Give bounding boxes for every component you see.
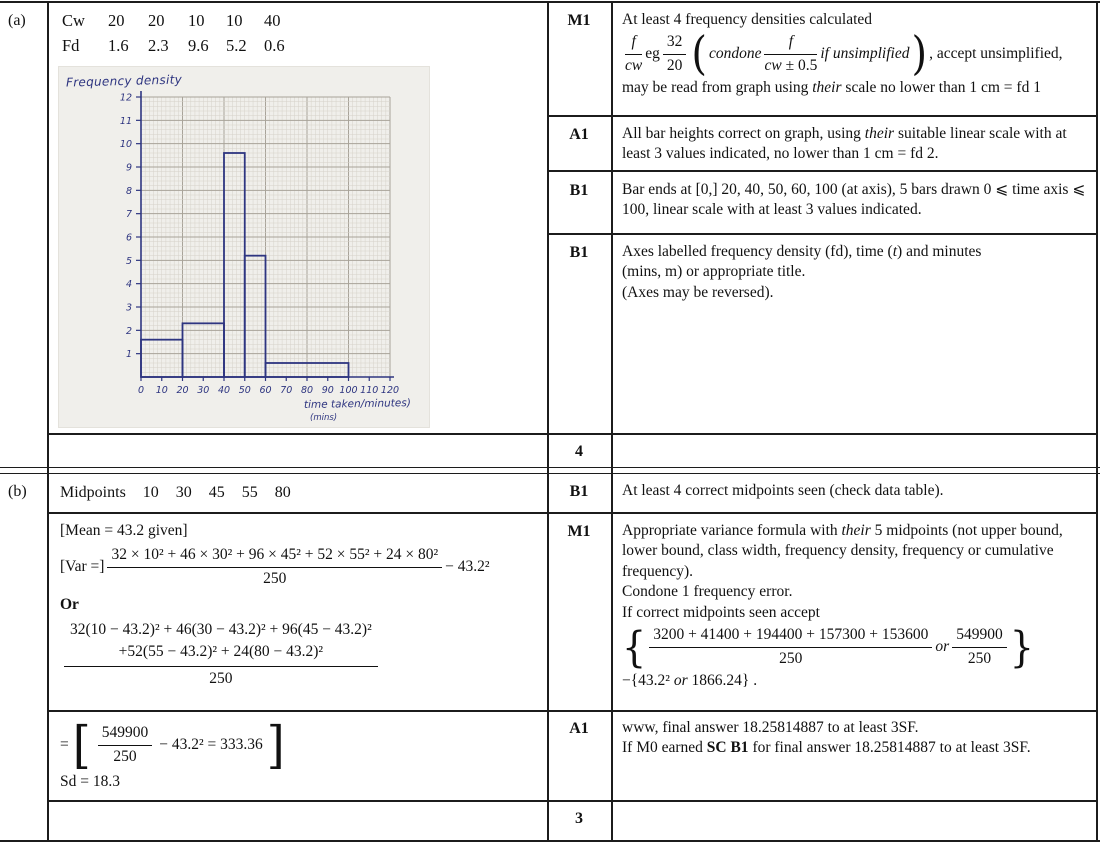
criteria-b-b1: At least 4 correct midpoints seen (check data table). [622,482,944,499]
border-right [1096,1,1098,841]
var-tail: − 43.2² [445,558,490,576]
open-bracket: [ [72,715,91,775]
mark-code-b1: B1 [569,244,589,261]
mean-given: [Mean = 43.2 given] [60,522,188,539]
criteria-line: (Axes may be reversed). [622,283,774,301]
cw-fd-table [62,10,302,57]
criteria-line: (mins, m) or appropriate title. [622,263,806,281]
midpoint-value: 30 [175,484,192,501]
svg-text:time taken/minutes): time taken/minutes) [303,397,411,411]
border-label-col [47,1,49,841]
criteria-a-b1-bars: Bar ends at [0,] 20, 40, 50, 60, 100 (at axis), 5 bars drawn 0 ⩽ time axis ⩽ 100, linear scale with at least 3 values indicated. [622,181,1086,219]
mark-code-m1: M1 [567,12,591,29]
svg-text:(mins): (mins) [310,413,338,423]
fraction: $\frac{f}{cw \pm 0.5}$ [764,32,817,76]
histogram-photo [58,66,430,428]
fraction-den: cw ± 0.5 [764,56,818,74]
fraction: $\frac{549900}{250}$ [98,723,153,767]
svg-text:11: 11 [119,115,132,127]
total-marks-a: 4 [575,443,583,460]
criteria-line: If M0 earned SC B1 for final answer 18.25814887 to at least 3SF. [622,739,1031,757]
svg-text:70: 70 [280,385,293,396]
border-result-total [47,800,1098,802]
m1-formula [622,27,1092,81]
criteria-line: −{43.2² or 1866.24} . [622,672,758,690]
if-unsimplified-label: if unsimplified [820,45,910,63]
open-brace: { [622,623,647,672]
close-bracket: ] [266,715,285,775]
criteria-line: Axes labelled frequency density (fd), time (t) and minutes [622,243,982,260]
criteria-line: , accept unsimplified, [929,45,1063,63]
eg-label: eg [645,45,660,63]
variance-formula-2: 32(10 − 43.2)² + 46(30 − 43.2)² + 96(45 − 43.2)² +52(55 − 43.2)² + 24(80 − 43.2)² 250 [64,620,378,689]
criteria-line: Appropriate variance formula with their 5 midpoints (not upper bound, lower bound, class width, frequency density, frequency or cumulative frequency). [622,522,1063,580]
midpoint-value: 10 [142,484,159,501]
svg-text:5: 5 [125,255,132,267]
border-b1-b1 [547,233,1098,235]
svg-text:6: 6 [125,232,132,244]
variance-result [60,715,285,775]
svg-text:40: 40 [217,385,231,396]
criteria-line: www, final answer 18.25814887 to at least 3SF. [622,719,919,736]
cw-value: 10 [188,11,205,30]
svg-text:12: 12 [119,92,132,104]
svg-text:120: 120 [380,385,400,396]
mark-code-m1: M1 [567,523,591,540]
svg-text:10: 10 [119,139,132,151]
svg-text:10: 10 [155,385,168,396]
cw-value: 20 [108,11,125,30]
fd-value: 1.6 [108,35,129,55]
svg-text:8: 8 [125,185,132,197]
border-criteria-col [611,1,613,841]
midpoint-value: 55 [241,484,258,501]
total-marks-b: 3 [575,810,583,827]
border-total-a [47,433,1098,435]
variance-working [60,521,540,689]
midpoint-value: 80 [274,484,291,501]
fd-value: 0.6 [264,35,285,55]
border-m1-a1 [547,115,1098,117]
equals-sign: = [60,735,69,753]
or-label: Or [60,596,79,614]
border-a1-b1 [547,170,1098,172]
fd-row-label: Fd [62,35,80,55]
criteria-b-a1 [622,718,1092,759]
border-bottom [0,840,1100,842]
midpoints-row [60,482,291,503]
chart-y-axis-label: Frequency density [65,72,183,90]
close-paren: ) [911,27,928,81]
svg-text:20: 20 [176,385,189,396]
fd-value: 2.3 [148,35,169,55]
svg-text:80: 80 [300,385,314,396]
criteria-a-a1: All bar heights correct on graph, using their suitable linear scale with at least 3 values indicated, no lower than 1 cm = fd 2. [622,125,1067,163]
criteria-line: If correct midpoints seen accept [622,603,820,621]
svg-text:4: 4 [125,279,132,291]
mark-code-a1: A1 [569,126,589,143]
svg-text:100: 100 [339,385,358,396]
border-section-divider [0,467,1100,474]
fd-value: 9.6 [188,35,209,55]
border-top [0,1,1100,3]
midpoints-label: Midpoints [60,484,126,501]
histogram-chart [58,66,430,428]
svg-text:110: 110 [360,385,379,396]
cw-row-label: Cw [62,11,85,30]
criteria-b-m1 [622,521,1092,692]
criteria-a-m1 [622,10,1092,99]
fd-value: 5.2 [226,35,247,55]
cw-value: 20 [148,11,165,30]
or-italic: or [935,637,950,655]
var-label: [Var =] [60,558,105,576]
svg-text:1: 1 [125,349,132,361]
midpoint-value: 45 [208,484,225,501]
m1-accept-formula [622,623,1092,672]
svg-text:50: 50 [238,385,251,396]
criteria-line: Condone 1 frequency error. [622,583,793,601]
mark-code-b1: B1 [569,182,589,199]
open-paren: ( [691,27,707,81]
svg-text:30: 30 [197,385,210,396]
svg-text:0: 0 [137,385,145,396]
border-midpoints [47,512,1098,514]
mark-code-a1: A1 [569,720,589,737]
mark-code-b1: B1 [569,483,589,500]
cw-value: 10 [226,11,243,30]
svg-text:2: 2 [125,325,132,337]
part-a-label: (a) [8,12,26,29]
part-b-label: (b) [8,483,27,500]
svg-text:7: 7 [125,209,132,221]
fraction-num: 32(10 − 43.2)² + 46(30 − 43.2)² + 96(45 − 43.2)² +52(55 − 43.2)² + 24(80 − 43.2)² [64,620,378,667]
fraction: $\frac{549900}{250}$ [952,625,1007,669]
cw-value: 40 [264,11,281,30]
criteria-line: may be read from graph using their scale no lower than 1 cm = fd 1 [622,79,1041,97]
result-tail: − 43.2² = 333.36 [159,735,263,753]
svg-text:9: 9 [125,162,132,174]
svg-text:90: 90 [321,385,334,396]
criteria-a-b1-axes [622,242,1092,303]
fraction: $\frac{\text{32 × 10² + 46 × 30² + 96 × 45² + 52 × 55² + 24 × 80²}}{250}$ [107,545,442,589]
fraction: $\frac{32}{20}$ [663,32,687,76]
close-brace: } [1009,623,1034,672]
condone-label: condone [708,45,762,63]
svg-text:60: 60 [259,385,272,396]
svg-text:3: 3 [125,302,132,314]
variance-formula-1 [60,545,540,589]
fraction: $\frac{3200 + 41400 + 194400 + 157300 + 153600}{250}$ [649,625,932,669]
criteria-line: At least 4 frequency densities calculated [622,11,873,28]
fraction: $\frac{f}{cw}$ [625,33,643,74]
border-var-result [47,710,1098,712]
sd-result: Sd = 18.3 [60,773,120,790]
